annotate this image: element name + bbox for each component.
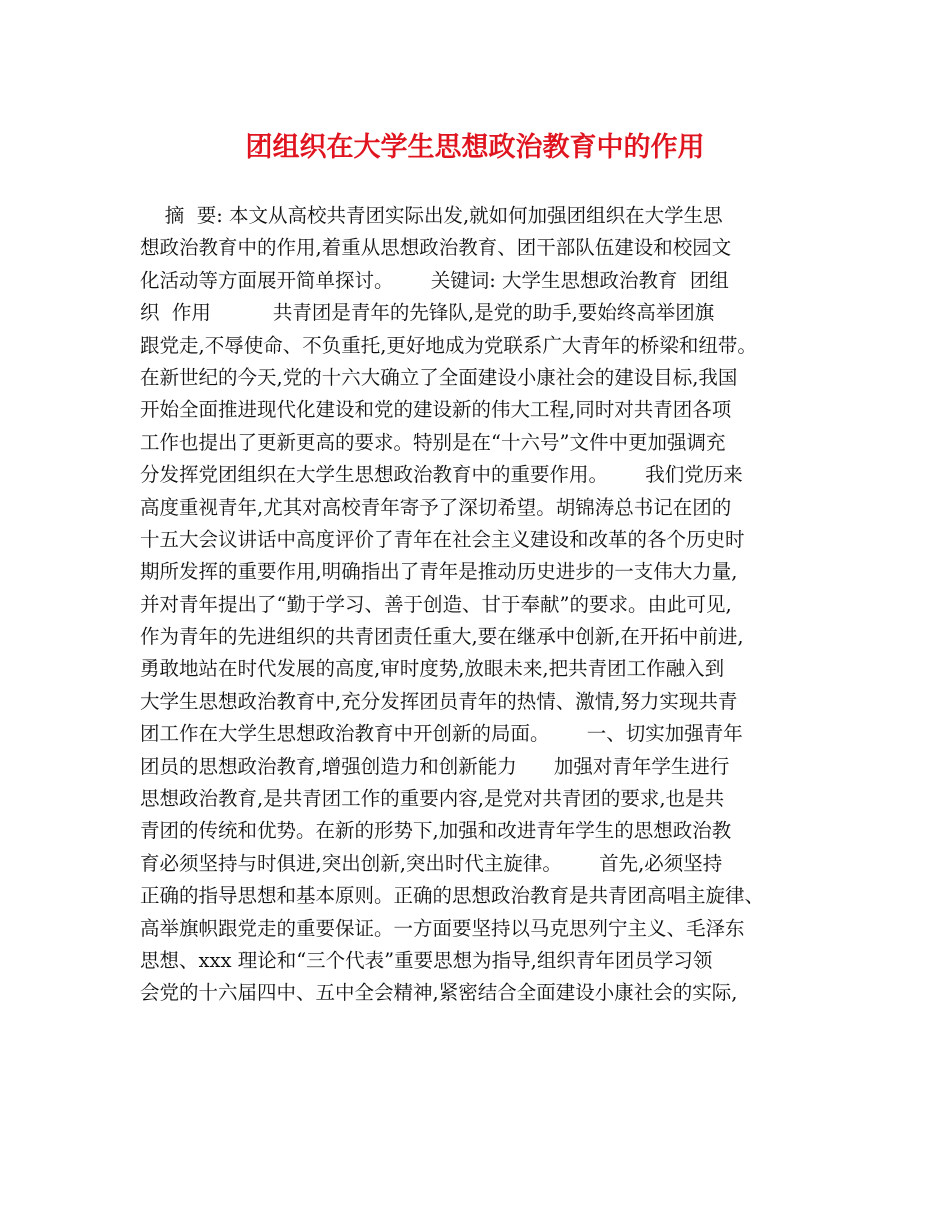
body-text-line: 作为青年的先进组织的共青团责任重大,要在继承中创新,在开拓中前进, [140,625,744,649]
body-text-line: 摘 要: 本文从高校共青团实际出发,就如何加强团组织在大学生思 [140,204,723,227]
body-text-line: 分发挥党团组织在大学生思想政治教育中的重要作用。 我们党历来 [140,463,743,487]
body-text-line: 跟党走,不辱使命、不负重托,更好地成为党联系广大青年的桥梁和纽带。 [140,333,757,357]
body-text-line: 团工作在大学生思想政治教育中开创新的局面。 一、切实加强青年 [140,722,743,746]
body-text-line: 想政治教育中的作用,着重从思想政治教育、团干部队伍建设和校园文 [140,236,732,260]
body-text-line: 期所发挥的重要作用,明确指出了青年是推动历史进步的一支伟大力量, [140,560,738,584]
body-text-line: 高度重视青年,尤其对高校青年寄予了深切希望。胡锦涛总书记在团的 [140,495,732,519]
body-text-line: 大学生思想政治教育中,充分发挥团员青年的热情、激情,努力实现共青 [140,689,738,713]
body-text-line: 在新世纪的今天,党的十六大确立了全面建设小康社会的建设目标,我国 [140,365,738,389]
body-text-line: 织 作用 共青团是青年的先锋队,是党的助手,要始终高举团旗 [140,301,715,325]
body-text-line: 思想政治教育,是共青团工作的重要内容,是党对共青团的要求,也是共 [140,787,725,811]
body-text-line: 会党的十六届四中、五中全会精神,紧密结合全面建设小康社会的实际, [140,981,738,1005]
document-title: 团组织在大学生思想政治教育中的作用 [245,132,705,163]
body-text-line: 勇敢地站在时代发展的高度,审时度势,放眼未来,把共青团工作融入到 [140,657,725,681]
body-text-line: 开始全面推进现代化建设和党的建设新的伟大工程,同时对共青团各项 [140,398,732,422]
body-text-line: 青团的传统和优势。在新的形势下,加强和改进青年学生的思想政治教 [140,819,732,843]
body-text-line: 十五大会议讲话中高度评价了青年在社会主义建设和改革的各个历史时 [140,527,745,551]
body-text-line: 并对青年提出了“勤于学习、善于创造、甘于奉献”的要求。由此可见, [140,592,732,616]
document-body [140,200,830,1010]
body-text-line: 高举旗帜跟党走的重要保证。一方面要坚持以马克思列宁主义、毛泽东 [140,916,745,940]
body-text-line: 化活动等方面展开简单探讨。 关键词: 大学生思想政治教育 团组 [140,268,729,292]
body-text-line: 团员的思想政治教育,增强创造力和创新能力 加强对青年学生进行 [140,754,730,778]
body-text-line: 思想、xxx 理论和“三个代表”重要思想为指导,组织青年团员学习领 [140,948,713,972]
body-text-line: 正确的指导思想和基本原则。正确的思想政治教育是共青团高唱主旋律、 [140,884,765,908]
body-text-line: 育必须坚持与时俱进,突出创新,突出时代主旋律。 首先,必须坚持 [140,851,723,875]
body-text-line: 工作也提出了更新更高的要求。特别是在“十六号”文件中更加强调充 [140,430,726,454]
